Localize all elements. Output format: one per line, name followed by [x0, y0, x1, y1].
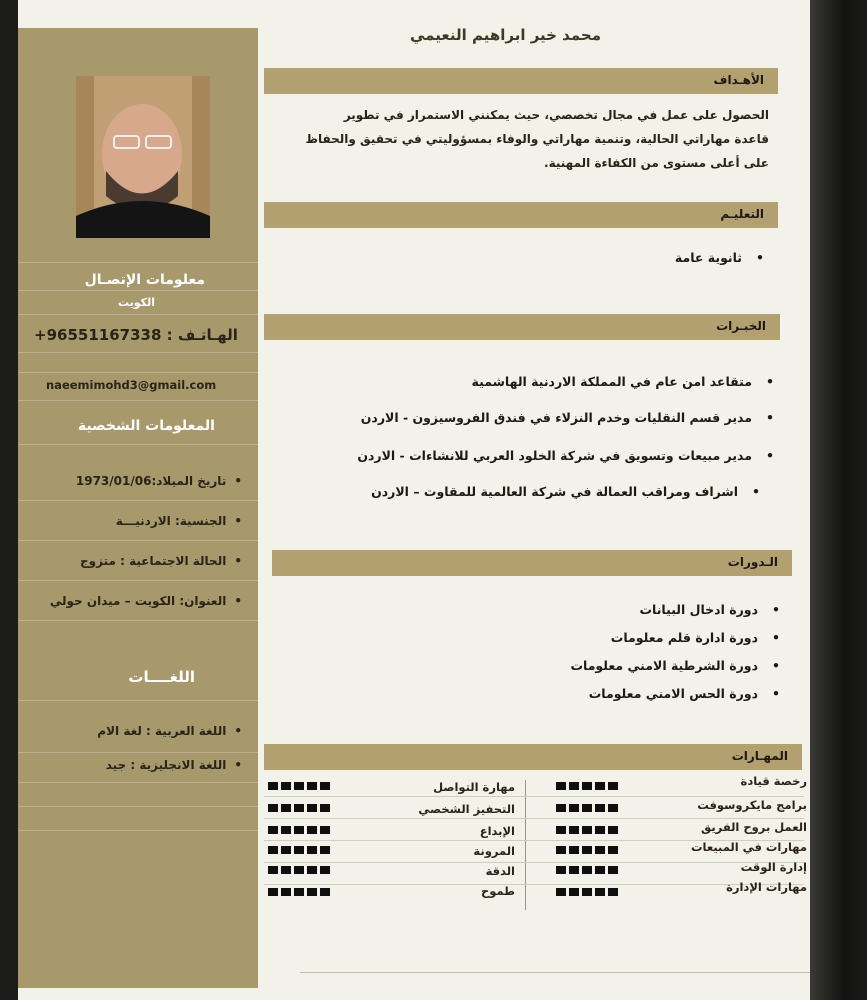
contact-title: معلومات الإتصـال [84, 272, 205, 288]
candidate-name: محمد خير ابراهيم النعيمي [410, 26, 602, 44]
skill-rating-square [595, 846, 605, 854]
education-band [264, 202, 778, 228]
skill-name: التحفيز الشخصي [418, 802, 515, 816]
skill-rating-square [307, 826, 317, 834]
skill-rating-square [294, 888, 304, 896]
skill-rating-square [582, 826, 592, 834]
skill-rating-square [595, 888, 605, 896]
objectives-band [264, 68, 778, 94]
personal-item: • العنوان: الكويت – ميدان حولي [50, 594, 242, 608]
skill-rating [556, 782, 618, 790]
skill-rating [268, 846, 330, 854]
skill-rating [556, 804, 618, 812]
skill-rating-square [268, 866, 278, 874]
skills-title: المهـارات [731, 749, 788, 763]
skill-rating-square [608, 888, 618, 896]
skill-rating-square [608, 866, 618, 874]
languages-title: اللغــــات [128, 668, 195, 686]
skill-rating-square [595, 804, 605, 812]
skill-rating [268, 888, 330, 896]
skill-rating [556, 846, 618, 854]
profile-photo [76, 76, 210, 238]
skill-rating-square [268, 888, 278, 896]
skill-rating-square [268, 846, 278, 854]
skill-name: برامج مايكروسوفت [697, 798, 807, 812]
skills-band [264, 744, 802, 770]
skill-rating-square [569, 804, 579, 812]
country: الكويت [118, 296, 155, 309]
experience-band [264, 314, 780, 340]
experience-item: • اشراف ومراقب العمالة في شركة العالمية للمقاوت – الاردن [371, 484, 760, 499]
skill-rating-square [556, 782, 566, 790]
skill-rating-square [569, 826, 579, 834]
skill-name: المرونة [473, 844, 515, 858]
skill-rating [556, 826, 618, 834]
skill-rating-square [281, 804, 291, 812]
skill-rating-square [582, 782, 592, 790]
skill-rating-square [320, 846, 330, 854]
skill-rating-square [320, 782, 330, 790]
skill-rating-square [556, 826, 566, 834]
skill-rating-square [556, 846, 566, 854]
course-item: • دورة ادارة قلم معلومات [611, 630, 780, 645]
skill-rating-square [608, 826, 618, 834]
skill-rating-square [556, 866, 566, 874]
skill-name: مهارات في المبيعات [690, 840, 807, 854]
experience-title: الخبـرات [716, 319, 766, 333]
skill-rating-square [294, 866, 304, 874]
skill-rating-square [281, 826, 291, 834]
skill-rating [268, 782, 330, 790]
skill-rating-square [595, 826, 605, 834]
skill-name: رخصة قيادة [740, 774, 807, 788]
skill-rating [268, 804, 330, 812]
skill-name: إدارة الوقت [740, 860, 807, 874]
objective-line: الحصول على عمل في مجال تخصصي، حيث يمكنني الاستمرار في تطوير [343, 108, 769, 122]
skill-rating [556, 866, 618, 874]
skill-rating-square [320, 804, 330, 812]
skill-rating-square [595, 866, 605, 874]
skill-rating-square [582, 866, 592, 874]
language-item: • اللغة الانجليزية : جيد [106, 758, 242, 772]
skill-rating-square [320, 826, 330, 834]
skill-rating-square [556, 888, 566, 896]
skill-rating-square [268, 826, 278, 834]
objective-line: على أعلى مستوى من الكفاءة المهنية. [544, 156, 769, 170]
personal-info-title: المعلومات الشخصية [77, 418, 215, 434]
skill-rating-square [608, 804, 618, 812]
personal-item: • الحالة الاجتماعية : متزوج [80, 554, 242, 568]
skill-rating-square [294, 846, 304, 854]
skill-rating-square [569, 782, 579, 790]
skill-name: مهارة التواصل [433, 780, 515, 794]
courses-band [272, 550, 792, 576]
experience-item: • مدير قسم النقليات وخدم النزلاء في فندق الفروسيزون - الاردن [361, 410, 774, 425]
skill-name: مهارات الإدارة [726, 880, 807, 894]
skill-name: طموح [480, 884, 515, 898]
skill-rating-square [608, 846, 618, 854]
skill-rating-square [582, 888, 592, 896]
skills-divider [525, 780, 526, 910]
email: naeemimohd3@gmail.com [46, 378, 217, 392]
personal-item: • تاريخ الميلاد:1973/01/06 [76, 474, 242, 488]
skill-rating-square [582, 804, 592, 812]
skill-rating-square [320, 866, 330, 874]
course-item: • دورة الشرطية الامني معلومات [570, 658, 780, 673]
courses-title: الـدورات [727, 555, 778, 569]
phone: +96551167338 : الهـاتـف [34, 326, 238, 344]
skill-rating-square [307, 846, 317, 854]
skill-rating [268, 866, 330, 874]
skill-rating-square [281, 866, 291, 874]
skill-rating-square [569, 846, 579, 854]
skill-rating-square [307, 782, 317, 790]
objective-line: قاعدة مهاراتي الحالية، وتنمية مهاراتي والوفاء بمسؤوليتي في تحقيق والحفاظ [305, 132, 769, 146]
skill-rating-square [281, 782, 291, 790]
personal-item: • الجنسية: الاردنيـــة [116, 514, 242, 528]
skill-rating-square [268, 804, 278, 812]
skill-rating-square [595, 782, 605, 790]
skill-rating-square [556, 804, 566, 812]
course-item: • دورة الحس الامني معلومات [589, 686, 780, 701]
skill-rating-square [307, 804, 317, 812]
skill-rating-square [281, 888, 291, 896]
skill-rating-square [307, 866, 317, 874]
skill-rating-square [281, 846, 291, 854]
skill-name: العمل بروح الفريق [700, 820, 807, 834]
skill-rating-square [608, 782, 618, 790]
education-item: • ثانوية عامة [675, 250, 764, 265]
footer-rule [300, 972, 810, 973]
experience-item: • مدير مبيعات وتسويق في شركة الخلود العربي للانشاءات - الاردن [357, 448, 774, 463]
objectives-title: الأهـداف [713, 73, 764, 87]
skill-rating-square [268, 782, 278, 790]
skill-rating-square [582, 846, 592, 854]
skill-rating-square [569, 866, 579, 874]
education-title: التعليـم [720, 207, 764, 221]
device-edge [810, 0, 867, 1000]
skill-rating-square [307, 888, 317, 896]
skill-rating [268, 826, 330, 834]
skill-rating-square [294, 826, 304, 834]
skill-rating [556, 888, 618, 896]
skill-rating-square [294, 804, 304, 812]
skill-name: الدقة [485, 864, 515, 878]
skill-rating-square [320, 888, 330, 896]
experience-item: • متقاعد امن عام في المملكة الاردنية الهاشمية [472, 374, 774, 389]
skill-rating-square [294, 782, 304, 790]
skill-rating-square [569, 888, 579, 896]
course-item: • دورة ادخال البيانات [639, 602, 780, 617]
language-item: • اللغة العربية : لغة الام [97, 724, 242, 738]
skill-name: الإبداع [479, 824, 515, 838]
sidebar [18, 28, 258, 988]
